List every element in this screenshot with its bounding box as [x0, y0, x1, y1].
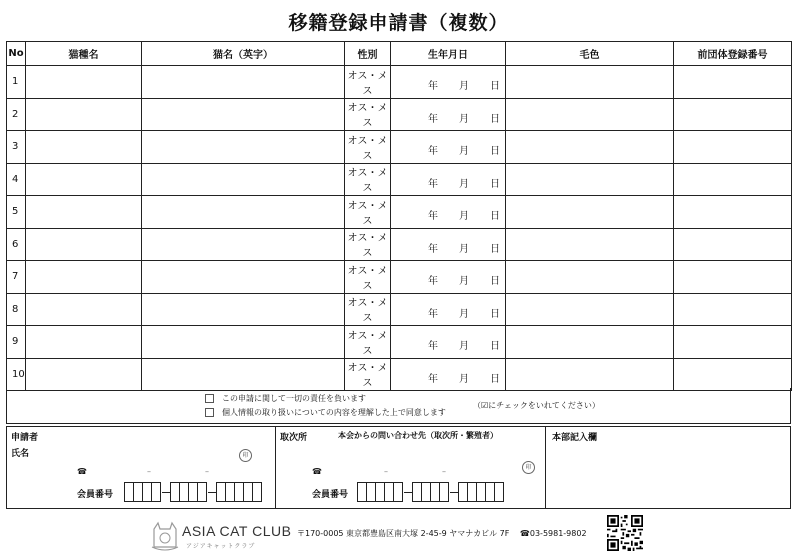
breed-cell[interactable]	[26, 163, 142, 196]
birthdate-cell[interactable]	[391, 228, 506, 261]
sex-cell[interactable]: オス・メス	[345, 261, 391, 294]
previous-registration-cell[interactable]	[674, 163, 792, 196]
year-label: 年	[428, 146, 438, 157]
table-row	[7, 261, 792, 294]
table-row	[7, 228, 792, 261]
cat-logo-icon	[150, 517, 180, 551]
year-label: 年	[428, 113, 438, 125]
row-number: 10	[7, 358, 26, 391]
day-label: 日	[490, 178, 500, 190]
row-number: 3	[7, 131, 26, 164]
column-header: 前団体登録番号	[674, 42, 792, 66]
consent-section	[6, 388, 791, 424]
brand-name: ASIA CAT CLUB	[182, 523, 292, 539]
coat-color-cell[interactable]	[506, 66, 674, 99]
birthdate-cell[interactable]	[391, 98, 506, 131]
row-number: 6	[7, 228, 26, 261]
table-row	[7, 326, 792, 359]
previous-registration-cell[interactable]	[674, 228, 792, 261]
coat-color-cell[interactable]	[506, 196, 674, 229]
agent-header: 取次所	[280, 433, 308, 443]
row-number: 9	[7, 326, 26, 359]
birthdate-cell[interactable]	[391, 293, 506, 326]
year-label: 年	[428, 211, 438, 222]
row-number: 4	[7, 163, 26, 196]
table-row	[7, 358, 792, 391]
birthdate-cell[interactable]	[391, 358, 506, 391]
cat-name-cell[interactable]	[142, 196, 345, 229]
agent-member-label: 会員番号	[312, 490, 349, 500]
agent-member-number-boxes[interactable]	[358, 482, 504, 502]
coat-color-cell[interactable]	[506, 131, 674, 164]
breed-cell[interactable]	[26, 326, 142, 359]
row-number: 8	[7, 293, 26, 326]
row-number: 5	[7, 196, 26, 229]
row-number: 7	[7, 261, 26, 294]
table-row	[7, 98, 792, 131]
applicant-header: 申請者	[11, 433, 39, 443]
consent-text-1: この申請に関して一切の責任を負います	[222, 394, 366, 403]
phone-dash: –	[442, 467, 446, 476]
table-row	[7, 163, 792, 196]
month-label: 月	[459, 211, 469, 222]
sex-cell[interactable]: オス・メス	[345, 228, 391, 261]
cat-name-cell[interactable]	[142, 228, 345, 261]
column-header: No	[7, 42, 26, 66]
day-label: 日	[490, 243, 500, 255]
month-label: 月	[459, 81, 469, 92]
sex-cell[interactable]: オス・メス	[345, 358, 391, 391]
day-label: 日	[490, 113, 500, 125]
month-label: 月	[459, 276, 469, 287]
year-label: 年	[428, 243, 438, 255]
phone-icon: ☎	[77, 467, 87, 476]
phone-dash: –	[205, 467, 209, 476]
transfer-table	[6, 41, 792, 391]
sex-cell[interactable]: オス・メス	[345, 66, 391, 99]
breed-cell[interactable]	[26, 261, 142, 294]
cat-name-cell[interactable]	[142, 131, 345, 164]
breed-cell[interactable]	[26, 293, 142, 326]
sex-cell[interactable]: オス・メス	[345, 196, 391, 229]
table-body	[7, 66, 792, 391]
breed-cell[interactable]	[26, 131, 142, 164]
month-label: 月	[459, 373, 469, 385]
row-number: 1	[7, 66, 26, 99]
applicant-member-number-boxes[interactable]	[125, 482, 262, 502]
office-use-box	[545, 427, 791, 508]
column-header: 猫種名	[26, 42, 142, 66]
year-label: 年	[428, 276, 438, 287]
month-label: 月	[459, 146, 469, 157]
coat-color-cell[interactable]	[506, 293, 674, 326]
table-row	[7, 293, 792, 326]
breed-cell[interactable]	[26, 196, 142, 229]
day-label: 日	[490, 81, 500, 92]
birthdate-cell[interactable]	[391, 66, 506, 99]
cat-name-cell[interactable]	[142, 261, 345, 294]
column-header: 生年月日	[391, 42, 506, 66]
row-number: 2	[7, 98, 26, 131]
cat-name-cell[interactable]	[142, 326, 345, 359]
phone-icon: ☎	[312, 467, 322, 476]
column-header: 性別	[345, 42, 391, 66]
applicant-box	[7, 427, 275, 508]
applicant-info-section	[6, 426, 791, 509]
year-label: 年	[428, 81, 438, 92]
applicant-name-label: 氏名	[11, 449, 30, 459]
phone-number: ☎03-5981-9802	[519, 529, 587, 538]
table-row	[7, 131, 792, 164]
address-text: 〒170-0005 東京都豊島区南大塚 2-45-9 ヤマナカビル 7F	[297, 529, 510, 538]
table-header-row	[7, 42, 792, 66]
brand-subtitle: アジアキャットクラブ	[186, 543, 256, 550]
consent-line-1	[205, 393, 366, 404]
birthdate-cell[interactable]	[391, 261, 506, 294]
coat-color-cell[interactable]	[506, 98, 674, 131]
previous-registration-cell[interactable]	[674, 326, 792, 359]
previous-registration-cell[interactable]	[674, 293, 792, 326]
sex-cell[interactable]: オス・メス	[345, 163, 391, 196]
cat-name-cell[interactable]	[142, 163, 345, 196]
previous-registration-cell[interactable]	[674, 98, 792, 131]
breed-cell[interactable]	[26, 358, 142, 391]
sex-cell[interactable]: オス・メス	[345, 131, 391, 164]
day-label: 日	[490, 146, 500, 157]
day-label: 日	[490, 373, 500, 385]
checkbox-icon[interactable]	[205, 408, 214, 417]
coat-color-cell[interactable]	[506, 261, 674, 294]
consent-hint: （☑にチェックをいれてください）	[473, 401, 600, 410]
day-label: 日	[490, 276, 500, 287]
coat-color-cell[interactable]	[506, 228, 674, 261]
day-label: 日	[490, 341, 500, 352]
month-label: 月	[459, 178, 469, 190]
agent-contact-label: 本会からの問い合わせ先（取次所・繁殖者）	[338, 431, 498, 440]
day-label: 日	[490, 308, 500, 320]
table-row	[7, 196, 792, 229]
breed-cell[interactable]	[26, 98, 142, 131]
seal-icon: 印	[239, 449, 252, 462]
sex-cell[interactable]: オス・メス	[345, 326, 391, 359]
footer	[0, 515, 797, 557]
qr-code-icon	[607, 515, 643, 551]
breed-cell[interactable]	[26, 66, 142, 99]
year-label: 年	[428, 178, 438, 190]
previous-registration-cell[interactable]	[674, 131, 792, 164]
consent-line-2	[205, 407, 446, 418]
cat-name-cell[interactable]	[142, 358, 345, 391]
cat-name-cell[interactable]	[142, 293, 345, 326]
column-header: 毛色	[506, 42, 674, 66]
year-label: 年	[428, 341, 438, 352]
previous-registration-cell[interactable]	[674, 358, 792, 391]
phone-dash: –	[384, 467, 388, 476]
coat-color-cell[interactable]	[506, 326, 674, 359]
cat-name-cell[interactable]	[142, 66, 345, 99]
year-label: 年	[428, 373, 438, 385]
seal-icon: 印	[522, 461, 535, 474]
birthdate-cell[interactable]	[391, 131, 506, 164]
month-label: 月	[459, 243, 469, 255]
previous-registration-cell[interactable]	[674, 196, 792, 229]
coat-color-cell[interactable]	[506, 163, 674, 196]
year-label: 年	[428, 308, 438, 320]
applicant-member-label: 会員番号	[77, 490, 114, 500]
sex-cell[interactable]: オス・メス	[345, 293, 391, 326]
checkbox-icon[interactable]	[205, 394, 214, 403]
column-header: 猫名（英字）	[142, 42, 345, 66]
phone-dash: –	[147, 467, 151, 476]
office-use-header: 本部記入欄	[552, 433, 598, 443]
agent-box	[275, 427, 546, 508]
day-label: 日	[490, 211, 500, 222]
previous-registration-cell[interactable]	[674, 66, 792, 99]
month-label: 月	[459, 341, 469, 352]
breed-cell[interactable]	[26, 228, 142, 261]
coat-color-cell[interactable]	[506, 358, 674, 391]
previous-registration-cell[interactable]	[674, 261, 792, 294]
page-title: 移籍登録申請書（複数）	[288, 12, 509, 34]
sex-cell[interactable]: オス・メス	[345, 98, 391, 131]
consent-text-2: 個人情報の取り扱いについての内容を理解した上で同意します	[222, 408, 446, 417]
birthdate-cell[interactable]	[391, 163, 506, 196]
birthdate-cell[interactable]	[391, 326, 506, 359]
month-label: 月	[459, 113, 469, 125]
table-row	[7, 66, 792, 99]
cat-name-cell[interactable]	[142, 98, 345, 131]
footer-address	[297, 528, 587, 539]
birthdate-cell[interactable]	[391, 196, 506, 229]
month-label: 月	[459, 308, 469, 320]
